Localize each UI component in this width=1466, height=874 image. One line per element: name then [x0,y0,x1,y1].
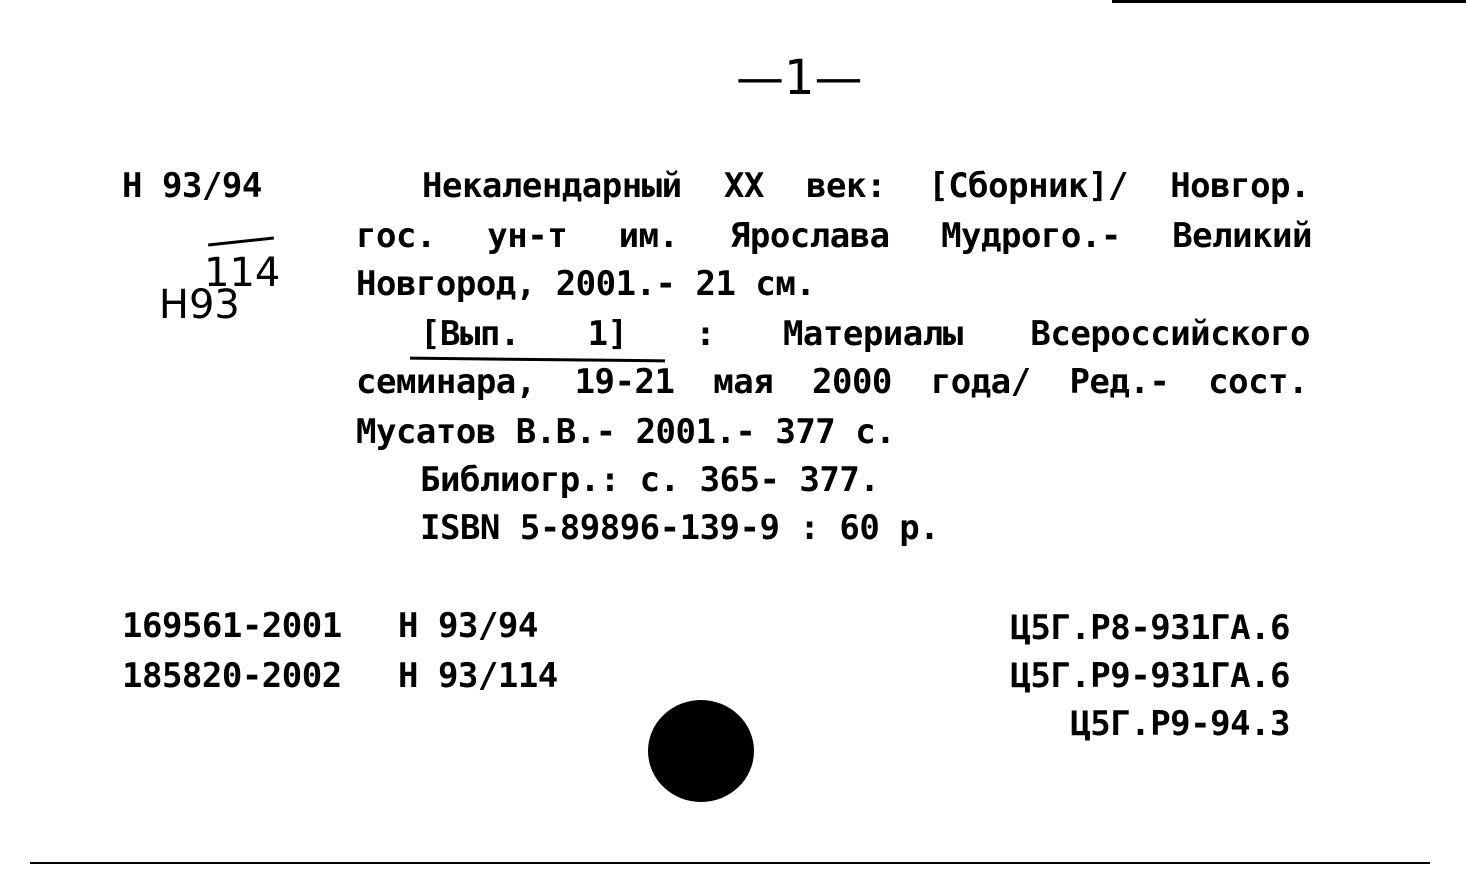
holding-row-2-inventory: 185820-2002 [122,656,342,696]
classification-2: Ц5Г.Р9-931ГА.6 [1010,656,1290,696]
classification-1: Ц5Г.Р8-931ГА.6 [1010,608,1290,648]
entry-line-1: Некалендарный XX век: [Сборник]/ Новгор. [422,166,1310,206]
entry-line-7: Библиогр.: с. 365- 377. [420,460,880,500]
entry-line-3: Новгород, 2001.- 21 см. [356,264,816,304]
holding-row-1-shelfmark: Н 93/94 [398,606,538,646]
entry-line-4: [Вып. 1] : Материалы Всероссийского [420,314,1310,354]
entry-line-2: гос. ун-т им. Ярослава Мудрого.- Великий [356,216,1312,256]
shelfmark-handwritten-main: Н93 [158,282,240,328]
entry-line-8: ISBN 5-89896-139-9 : 60 р. [420,508,940,548]
entry-line-5: семинара, 19-21 мая 2000 года/ Ред.- сост. [356,362,1308,402]
holding-row-2-shelfmark: Н 93/114 [398,656,558,696]
holding-row-1-inventory: 169561-2001 [122,606,342,646]
shelfmark-handwritten-sub: 114 [204,250,281,296]
page-number: —1— [736,50,863,106]
shelfmark-typed: Н 93/94 [122,166,262,206]
bottom-edge-line [30,862,1430,864]
entry-line-6: Мусатов В.В.- 2001.- 377 с. [356,412,896,452]
classification-3: Ц5Г.Р9-94.3 [1070,704,1290,744]
top-edge-line [1112,0,1466,3]
card-punch-hole [648,700,754,802]
